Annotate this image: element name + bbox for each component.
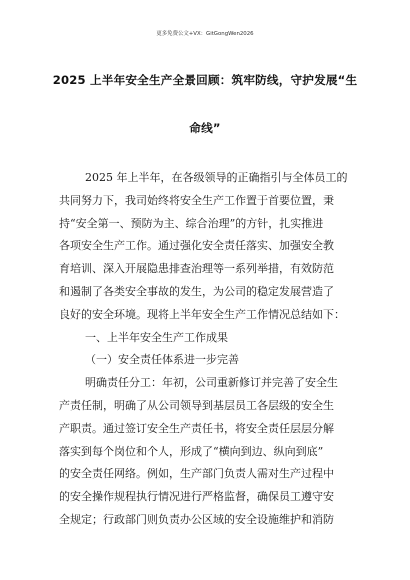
body-line: 育培训、深入开展隐患排查治理等一系列举措，有效防范 (59, 262, 334, 276)
document-title-line-2: 命线” (189, 121, 221, 135)
body-line: 和遏制了各类安全事故的发生，为公司的稳定发展营造了 (59, 284, 334, 298)
body-line: 的安全操作规程执行情况进行严格监督，确保员工遵守安 (59, 490, 334, 504)
body-line: 2025 年上半年，在各级领导的正确指引与全体员工的 (85, 171, 348, 184)
body-line: 持“安全第一、预防为主、综合治理”的方针，扎实推进 (59, 216, 324, 230)
body-line: 各项安全生产工作。通过强化安全责任落实、加强安全教 (59, 239, 334, 253)
body-line: 产责任制，明确了从公司领导到基层员工各层级的安全生 (59, 398, 334, 412)
body-line: 落实到每个岗位和个人，形成了“横向到边、纵向到底” (59, 444, 324, 458)
header-note: 更多免费公文+VX：GitGongWen2026 (156, 31, 254, 37)
body-line: 产职责。通过签订安全生产责任书，将安全责任层层分解 (59, 421, 334, 435)
body-line: 的安全责任网络。例如，生产部门负责人需对生产过程中 (59, 467, 334, 481)
body-line: 良好的安全环境。现将上半年安全生产工作情况总结如下： (59, 307, 345, 321)
body-line: 全规定；行政部门则负责办公区域的安全设施维护和消防 (59, 512, 334, 526)
body-line: 共同努力下，我司始终将安全生产工作置于首要位置，秉 (59, 193, 334, 207)
document-title-line-1: 2025 上半年安全生产全景回顾：筑牢防线，守护发展“生 (52, 73, 358, 87)
section-heading: 一、上半年安全生产工作成果 (85, 330, 228, 344)
document-body (59, 167, 353, 532)
subsection-heading: （一）安全责任体系进一步完善 (85, 353, 239, 367)
body-line: 明确责任分工：年初，公司重新修订并完善了安全生 (85, 376, 338, 390)
